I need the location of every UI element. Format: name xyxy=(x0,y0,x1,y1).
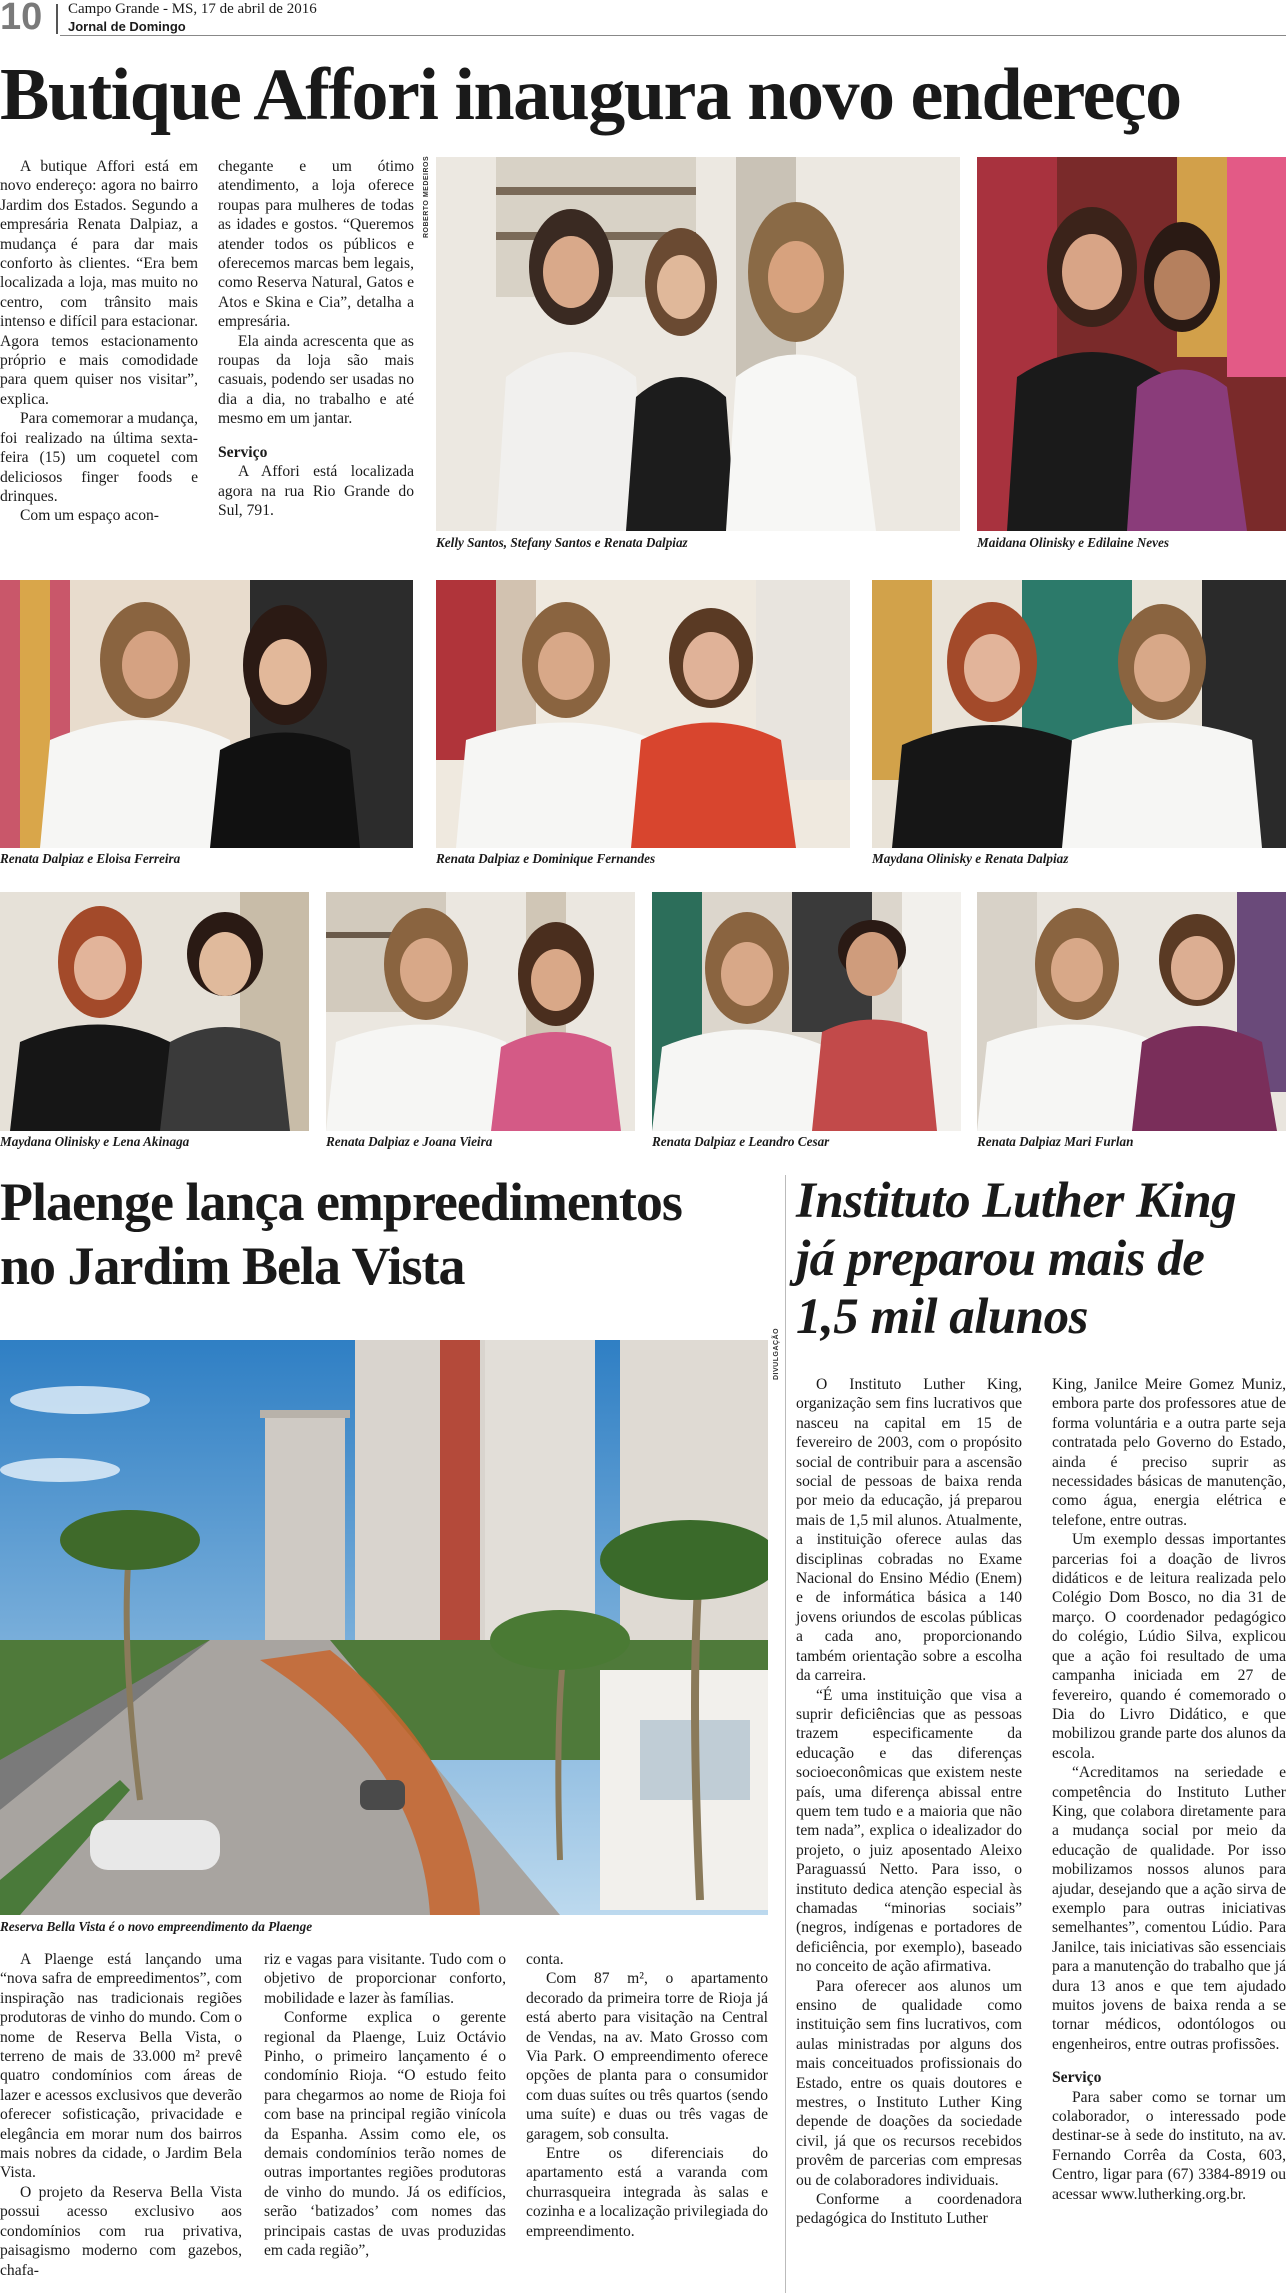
plaenge-paragraph: riz e vagas para visitante. Tudo com o objetivo de proporcionar conforto, mobilidade e lazer às famílias. xyxy=(264,1951,506,2007)
header-divider xyxy=(56,4,58,34)
plaenge-paragraph: conta. xyxy=(526,1951,564,1968)
photo-renata-dominique xyxy=(436,580,850,848)
affori-paragraph: chegante e um ótimo atendimento, a loja oferece roupas para mulheres de todas as idades e gostos. “Queremos atender todos os públicos e oferecemos marcas bem legais, como Reserva Natural, Gatos e Atos e Skina e Cia”, detalha a empresária. xyxy=(218,158,414,331)
affori-service-title: Serviço xyxy=(218,443,268,461)
photo-caption: Reserva Bella Vista é o novo empreendimento da Plaenge xyxy=(0,1919,313,1934)
luther-paragraph: O Instituto Luther King, organização sem fins lucrativos que nasceu na capital em 15 de fevereiro de 2003, com o propósito social de contribuir para a ascensão social de pessoas de baixa renda por meio da educação, já preparou mais de 1,5 mil alunos. Atualmente, a instituição oferece aulas das disciplinas cobradas no Exame Nacional do Ensino Médio (Enem) e de informática básica a 140 jovens oriundos de escolas públicas a cada ano, proporcionando também orientação sobre a escolha da carreira. xyxy=(796,1376,1022,1685)
affori-paragraph: Para comemorar a mudança, foi realizado na última sexta-feira (15) um coquetel com deliciosos finger foods e drinques. xyxy=(0,410,198,505)
luther-paragraph: Conforme a coordenadora pedagógica do Instituto Luther xyxy=(796,2191,1022,2228)
plaenge-headline-line: no Jardim Bela Vista xyxy=(0,1236,465,1296)
photo-caption: Renata Dalpiaz Mari Furlan xyxy=(977,1134,1134,1149)
dateline: Campo Grande - MS, 17 de abril de 2016 xyxy=(68,1,317,17)
photo-kelly-stefany-renata xyxy=(436,157,960,531)
photo-renata-leandro xyxy=(652,892,961,1131)
column-divider xyxy=(785,1175,786,2293)
luther-service-text: Para saber como se tornar um colaborador, o interessado pode destinar-se à sede do instituto, na av. Fernando Corrêa da Costa, 603, Centro, ligar para (67) 3384-8919 ou acessar www.lutherking.org.br. xyxy=(1052,2088,1286,2203)
luther-paragraph: “É uma instituição que visa a suprir deficiências que as pessoas trazem especificamente da educação e das diferenças socioeconômicas que existem neste país, uma diferença abissal entre quem tem tudo e a maioria que não tem nada”, explica o idealizador do projeto, o juiz aposentado Aleixo Paraguassú Netto. Para isso, o instituto dedica atenção especial às chamadas “minorias sociais” (negros, indígenas e portadores de deficiência, por exemplo), baseado no conceito de ação afirmativa. xyxy=(796,1686,1022,1976)
luther-headline-line: 1,5 mil alunos xyxy=(796,1289,1089,1345)
plaenge-headline xyxy=(0,1170,780,1298)
affori-photo-credit: ROBERTO MEDEIROS xyxy=(423,155,430,238)
luther-paragraph: King, Janilce Meire Gomez Muniz, embora parte dos professores atue de forma voluntária e a outra parte seja contratada pelo Governo do Estado, ainda é preciso suprir as necessidades básicas de manutenção, como água, energia elétrica e telefone, entre outras. xyxy=(1052,1376,1286,1529)
plaenge-paragraph: Com 87 m², o apartamento decorado da primeira torre de Rioja já está aberto para visitação na Central de Vendas, na av. Mato Grosso com Via Park. O empreendimento oferece opções de planta para o consumidor com duas suítes ou três quartos (sendo uma suíte) e duas ou três vagas de garagem, sob consulta. xyxy=(526,1970,768,2143)
photo-caption: Renata Dalpiaz e Eloisa Ferreira xyxy=(0,851,181,866)
plaenge-column-1 xyxy=(0,1950,242,2280)
photo-renata-eloisa xyxy=(0,580,413,848)
luther-column-1 xyxy=(796,1375,1022,2229)
publication-name: Jornal de Domingo xyxy=(68,19,186,34)
photo-caption: Maidana Olinisky e Edilaine Neves xyxy=(977,535,1169,550)
photo-maydana-renata xyxy=(872,580,1286,848)
plaenge-paragraph: O projeto da Reserva Bella Vista possui acesso exclusivo aos condomínios com rua privativa, paisagismo moderno com gazebos, chafa- xyxy=(0,2183,242,2279)
page-number: 10 xyxy=(0,0,43,38)
photo-maidana-edilaine xyxy=(977,157,1286,531)
photo-caption: Maydana Olinisky e Renata Dalpiaz xyxy=(872,851,1069,866)
affori-service-text: A Affori está localizada agora na rua Rio Grande do Sul, 791. xyxy=(218,463,414,519)
affori-column-1 xyxy=(0,157,198,526)
luther-headline xyxy=(796,1172,1286,1346)
affori-paragraph: A butique Affori está em novo endereço: agora no bairro Jardim dos Estados. Segundo a empresária Renata Dalpiaz, a mudança é para dar mais conforto às clientes. “Era bem localizada a loja, mas muito no centro, com trânsito mais intenso e difícil para estacionar. Agora temos estacionamento próprio e mais comodidade para quem quiser nos visitar”, explica. xyxy=(0,158,198,408)
plaenge-paragraph: Conforme explica o gerente regional da Plaenge, Luiz Octávio Pinho, o primeiro lançamento é o condomínio Rioja. “O estudo feito para chegarmos ao nome de Rioja foi com base na principal região vinícola da Espanha. Assim como ele, os demais condomínios terão nomes de outras importantes regiões produtoras de vinho do mundo. Já os edifícios, serão ‘batizados’ com nomes das principais castas de uvas produzidas em cada região”, xyxy=(264,2009,506,2260)
affori-column-2 xyxy=(218,157,414,520)
plaenge-paragraph: A Plaenge está lançando uma “nova safra de empreedimentos”, com inspiração nas tradicionais regiões produtoras de vinho do mundo. Com o nome de Reserva Bella Vista, o terreno de mais de 33.000 m² prevê quatro condomínios com áreas de lazer e acessos exclusivos que deverão oferecer sofisticação, privacidade e elegância em morar num dos bairros mais nobres da cidade, o Jardim Bela Vista. xyxy=(0,1951,242,2182)
luther-service-title: Serviço xyxy=(1052,2069,1102,2087)
luther-headline-line: já preparou mais de xyxy=(796,1231,1205,1287)
header-rule xyxy=(60,35,1286,36)
photo-renata-mari xyxy=(977,892,1286,1131)
photo-renata-joana xyxy=(326,892,635,1131)
photo-maydana-lena xyxy=(0,892,309,1131)
plaenge-paragraph: Entre os diferenciais do apartamento está a varanda com churrasqueira integrada às salas e cozinha e a localização privilegiada do empreendimento. xyxy=(526,2145,769,2240)
photo-caption: Kelly Santos, Stefany Santos e Renata Dalpiaz xyxy=(436,535,688,550)
plaenge-column-3 xyxy=(526,1950,768,2241)
photo-caption: Renata Dalpiaz e Dominique Fernandes xyxy=(436,851,656,866)
photo-reserva-bella-vista xyxy=(0,1340,768,1915)
photo-caption: Maydana Olinisky e Lena Akinaga xyxy=(0,1134,190,1149)
affori-headline: Butique Affori inaugura novo endereço xyxy=(0,54,1181,136)
plaenge-column-2 xyxy=(264,1950,506,2261)
plaenge-headline-line: Plaenge lança empreedimentos xyxy=(0,1172,682,1232)
luther-paragraph: “Acreditamos na seriedade e competência do Instituto Luther King, que colabora diretamente para a mudança social por meio da educação de qualidade. Por isso mobilizamos nossos alunos para ajudar, desejando que a ação sirva de exemplo para outras iniciativas semelhantes”, comentou Lúdio. Para Janilce, tais iniciativas são essenciais para a manutenção do trabalho que já dura 13 anos e que tem ajudado muitos jovens de baixa renda a se tornar médicos, odontólogos ou engenheiros, entre outras profissões. xyxy=(1052,1764,1286,2053)
luther-paragraph: Um exemplo dessas importantes parcerias foi a doação de livros didáticos e de leitura realizada pelo Colégio Dom Bosco, no dia 31 de março. O coordenador pedagógico do colégio, Lúdio Silva, explicou que a ação foi resultado de uma campanha iniciada em 27 de fevereiro, quando é comemorado o Dia do Livro Didático, e que mobilizou grande parte dos alunos da escola. xyxy=(1052,1531,1286,1762)
plaenge-photo-credit: DIVULGAÇÃO xyxy=(773,1327,780,1380)
luther-paragraph: Para oferecer aos alunos um ensino de qualidade como instituição sem fins lucrativos, com aulas ministradas por alguns dos mais conceituados profissionais do Estado, entre os quais doutores e mestres, o Instituto Luther King depende de doações da sociedade civil, já que os recursos recebidos provêm de parcerias com empresas ou de colaboradores individuais. xyxy=(796,1977,1022,2189)
luther-column-2 xyxy=(1052,1375,1286,2204)
photo-caption: Renata Dalpiaz e Joana Vieira xyxy=(326,1134,493,1149)
luther-headline-line: Instituto Luther King xyxy=(796,1173,1237,1229)
affori-paragraph: Ela ainda acrescenta que as roupas da loja são mais casuais, podendo ser usadas no dia a dia, no trabalho e até mesmo em um jantar. xyxy=(218,332,414,428)
photo-caption: Renata Dalpiaz e Leandro Cesar xyxy=(652,1134,830,1149)
affori-paragraph: Com um espaço acon- xyxy=(20,507,160,525)
